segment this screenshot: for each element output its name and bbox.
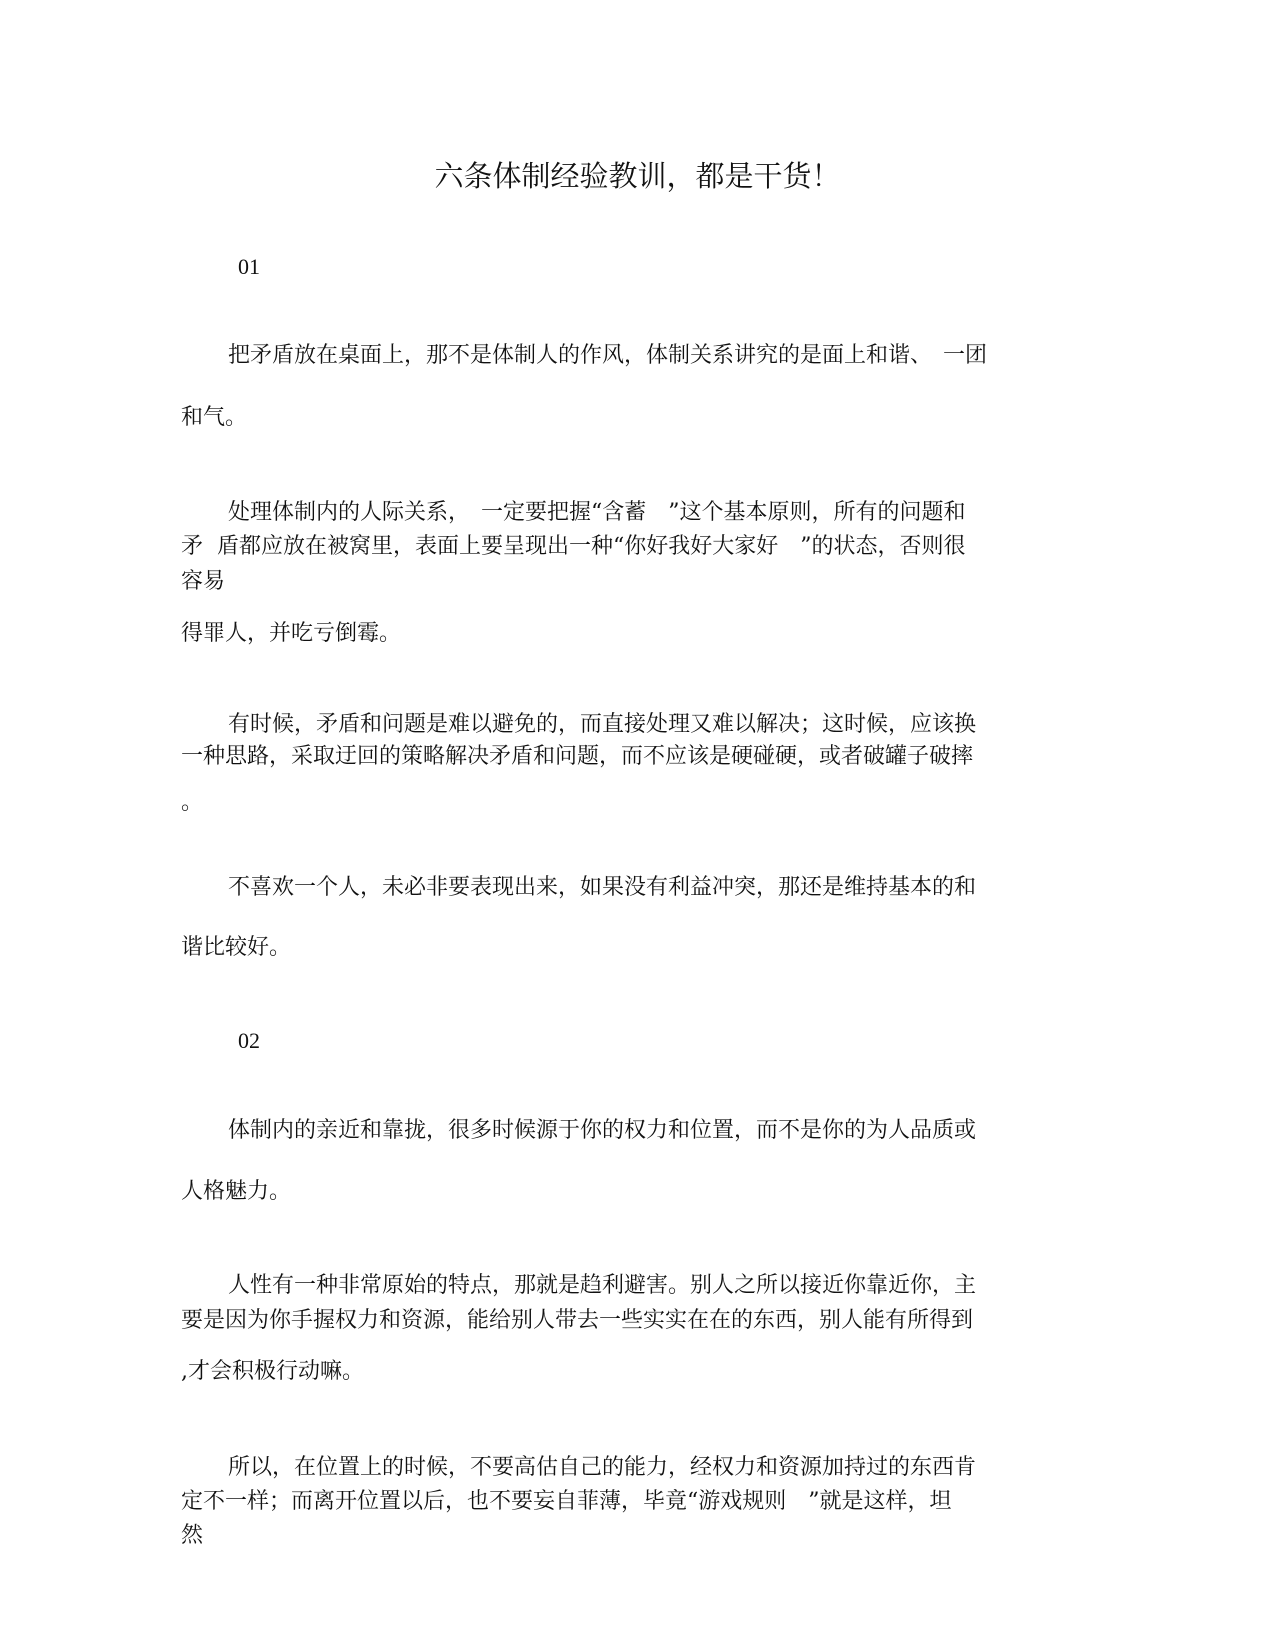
paragraph-line: 体制内的亲近和靠拢，很多时候源于你的权力和位置，而不是你的为人品质或 [228, 1118, 977, 1143]
paragraph-line: 不喜欢一个人，未必非要表现出来，如果没有利益冲突，那还是维持基本的和 [228, 875, 977, 900]
paragraph-line: 处理体制内的人际关系， 一定要把握“含蓄 ”这个基本原则，所有的问题和 [228, 500, 966, 525]
paragraph-line: 一种思路，采取迂回的策略解决矛盾和问题，而不应该是硬碰硬，或者破罐子破摔 [181, 744, 974, 769]
section-number: 02 [238, 1028, 260, 1053]
paragraph-line: 和气。 [181, 405, 248, 430]
paragraph-line: 谐比较好。 [181, 935, 292, 960]
paragraph-line: 有时候，矛盾和问题是难以避免的，而直接处理又难以解决；这时候，应该换 [228, 712, 977, 737]
section-number: 01 [238, 254, 260, 279]
document-title: 六条体制经验教训，都是干货！ [434, 159, 841, 193]
paragraph-line: 容易 [181, 569, 226, 594]
paragraph-line: 定不一样；而离开位置以后，也不要妄自菲薄，毕竟“游戏规则 ”就是这样，坦 [181, 1489, 952, 1514]
paragraph-line: 所以，在位置上的时候，不要高估自己的能力，经权力和资源加持过的东西肯 [228, 1455, 977, 1480]
paragraph-line: 得罪人，并吃亏倒霉。 [181, 621, 402, 646]
paragraph-line: 然 [181, 1523, 204, 1548]
paragraph-line: 要是因为你手握权力和资源，能给别人带去一些实实在在的东西，别人能有所得到 [181, 1308, 974, 1333]
paragraph-line: 人性有一种非常原始的特点，那就是趋利避害。别人之所以接近你靠近你，主 [228, 1273, 977, 1298]
paragraph-line: 人格魅力。 [181, 1179, 292, 1204]
paragraph-line: ,才会积极行动嘛。 [181, 1359, 364, 1384]
paragraph-line: 。 [181, 790, 204, 815]
paragraph-line: 把矛盾放在桌面上，那不是体制人的作风，体制关系讲究的是面上和谐、 一团 [228, 343, 988, 368]
paragraph-line: 矛 盾都应放在被窝里，表面上要呈现出一种“你好我好大家好 ”的状态，否则很 [181, 534, 966, 559]
